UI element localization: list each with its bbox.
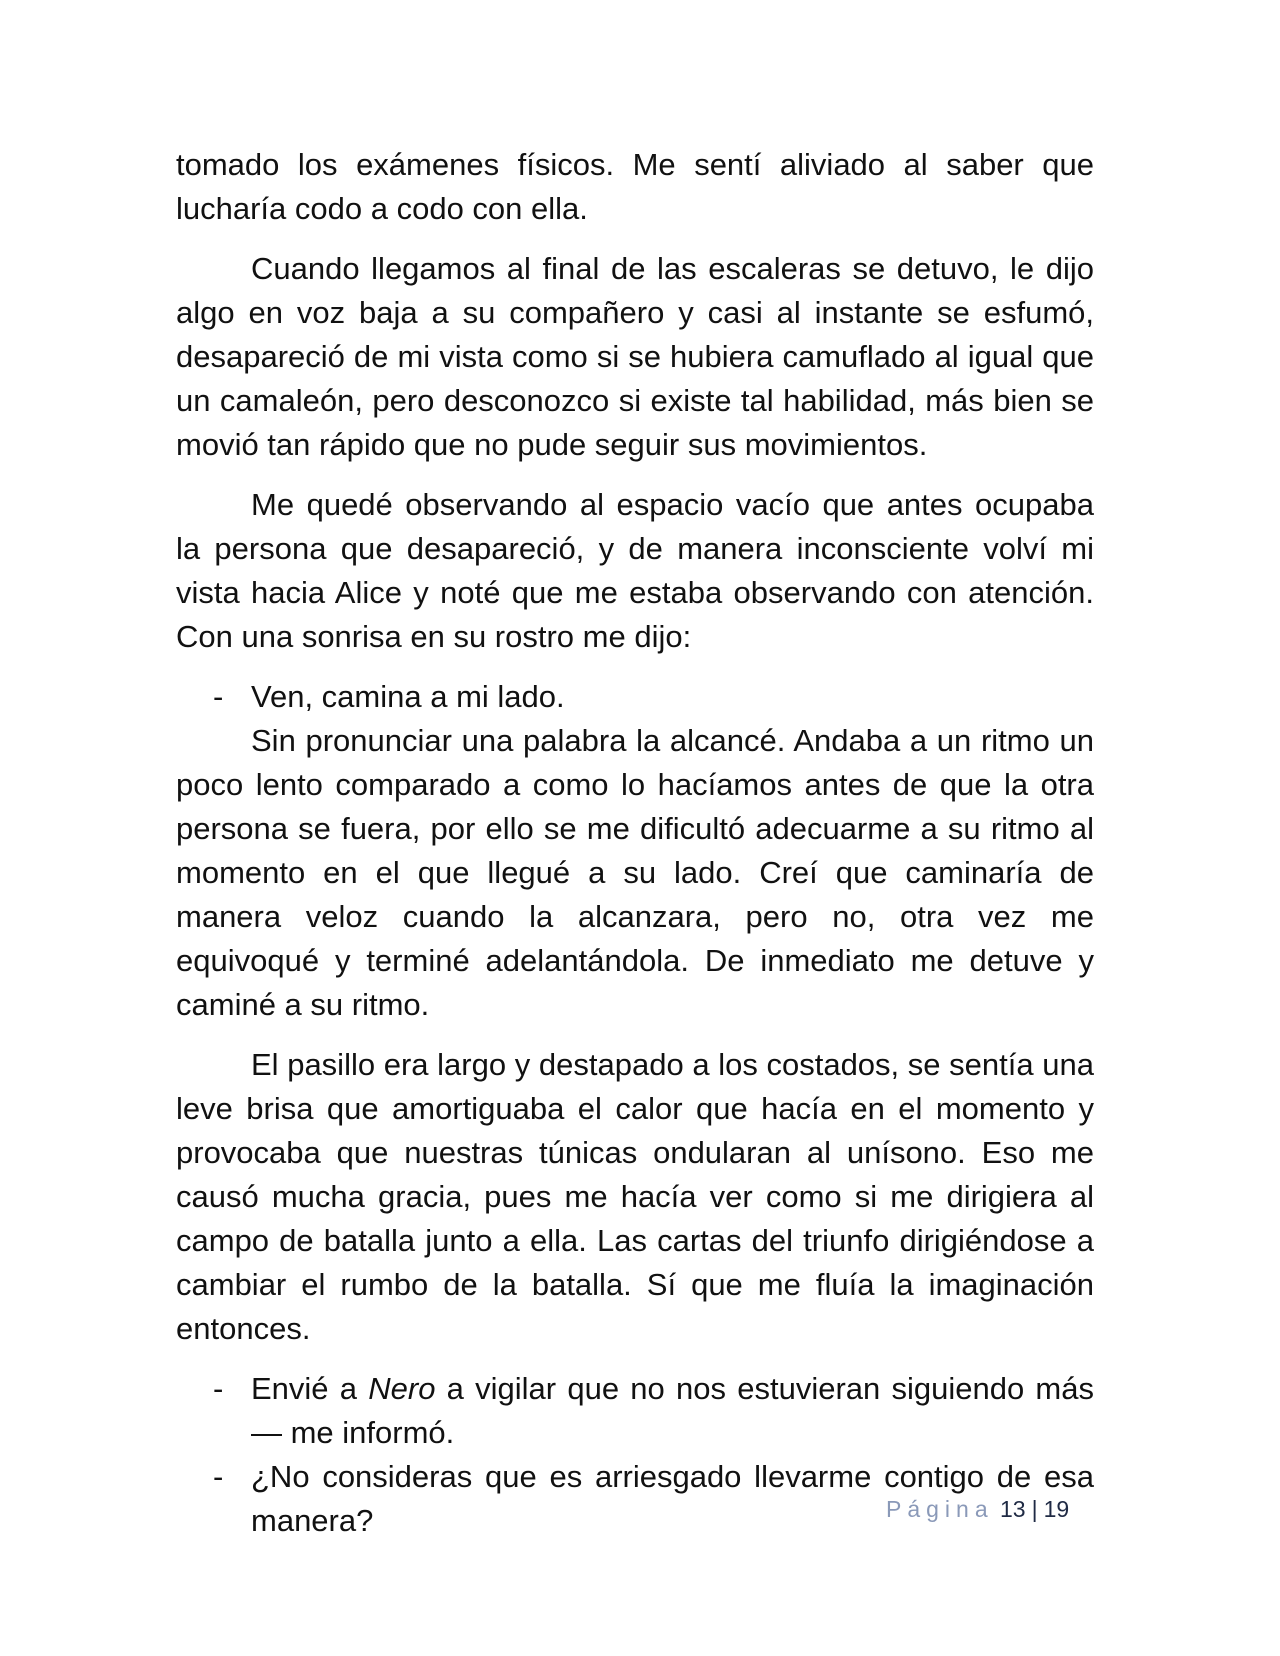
dialog-dash: - [213, 1459, 224, 1494]
page-number: 13 [1000, 1496, 1026, 1522]
paragraph: Sin pronunciar una palabra la alcancé. Andaba a un ritmo un poco lento comparado a como lo hacíamos antes de que la otra persona se fuera, por ello se me dificultó adecuarme a su ritmo al momento en el que llegué a su lado. Creí que caminaría de manera veloz cuando la alcanzara, pero no, otra vez me equivoqué y terminé adelantándola. De inmediato me detuve y caminé a su ritmo. [176, 723, 1094, 1022]
dialog-italic-name: Nero [368, 1371, 436, 1406]
paragraph: El pasillo era largo y destapado a los costados, se sentía una leve brisa que amortiguaba el calor que hacía en el momento y provocaba que nuestras túnicas ondularan al unísono. Eso me causó mucha gracia, pues me hacía ver como si me dirigiera al campo de batalla junto a ella. Las cartas del triunfo dirigiéndose a cambiar el rumbo de la batalla. Sí que me fluía la imaginación entonces. [176, 1047, 1094, 1346]
paragraph: Me quedé observando al espacio vacío que antes ocupaba la persona que desapareció, y de manera inconsciente volví mi vista hacia Alice y noté que me estaba observando con atención. Con una sonrisa en su rostro me dijo: [176, 487, 1094, 654]
page-separator: | [1031, 1496, 1038, 1522]
dialog-text: ¿No consideras que es arriesgado llevarme contigo de esa manera? [251, 1459, 1094, 1538]
dialog-dash: - [213, 679, 224, 714]
body-text [176, 143, 1094, 1543]
page-total: 19 [1043, 1496, 1070, 1522]
dialog-text-after: a vigilar que no nos estuvieran siguiendo más — me informó. [251, 1371, 1094, 1450]
paragraph: Cuando llegamos al final de las escaleras se detuvo, le dijo algo en voz baja a su compañero y casi al instante se esfumó, desapareció de mi vista como si se hubiera camuflado al igual que un camaleón, pero desconozco si existe tal habilidad, más bien se movió tan rápido que no pude seguir sus movimientos. [176, 251, 1094, 462]
dialog-line [176, 675, 1094, 719]
page-label: Página [886, 1496, 994, 1522]
dialog-text: Ven, camina a mi lado. [251, 679, 565, 714]
page-footer [886, 1496, 1069, 1523]
dialog-dash: - [213, 1371, 224, 1406]
dialog-text-before: Envié a [251, 1371, 369, 1406]
dialog-group [176, 675, 1094, 719]
paragraph: tomado los exámenes físicos. Me sentí aliviado al saber que lucharía codo a codo con ella. [176, 147, 1094, 226]
dialog-line [176, 1367, 1094, 1455]
